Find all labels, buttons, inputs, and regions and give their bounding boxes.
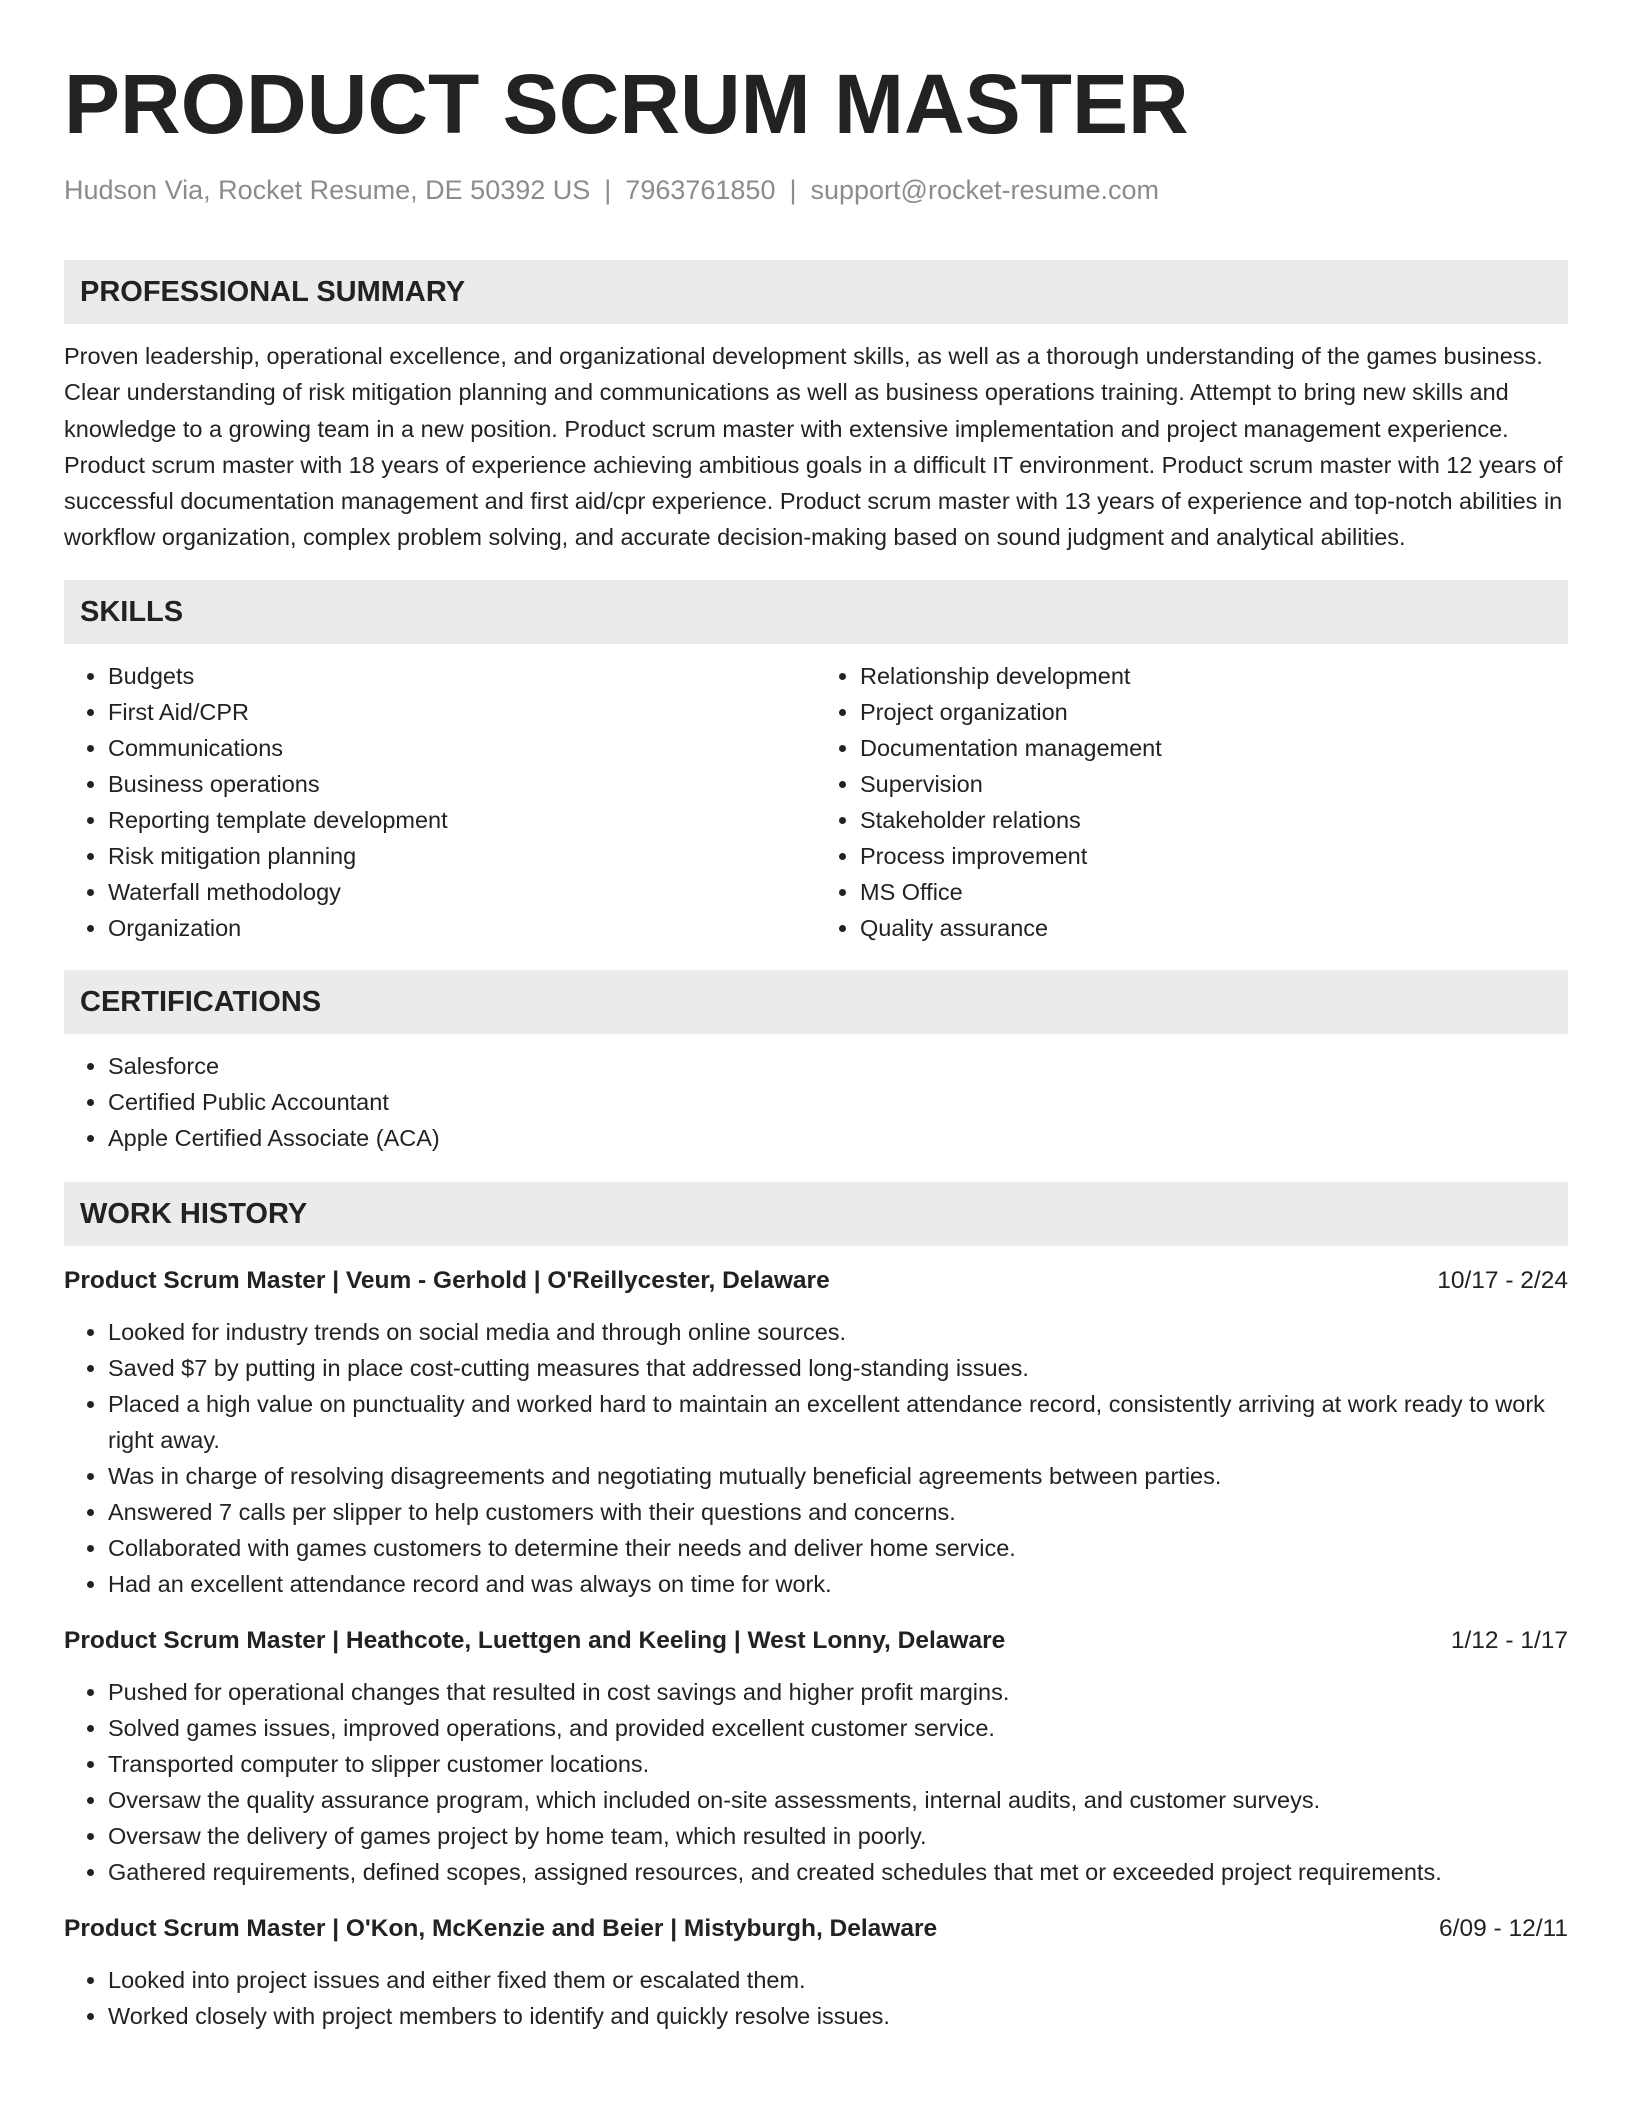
job-title: Product Scrum Master | Heathcote, Luettgen and Keeling | West Lonny, Delaware — [64, 1626, 1006, 1654]
job-bullet: • Was in charge of resolving disagreements and negotiating mutually beneficial agreements between parties. — [108, 1458, 1568, 1494]
skill-item: • Risk mitigation planning — [108, 838, 816, 874]
job-bullet-list — [64, 1674, 1568, 1890]
job-bullet: • Had an excellent attendance record and was always on time for work. — [108, 1566, 1568, 1602]
job-bullet: • Transported computer to slipper customer locations. — [108, 1746, 1568, 1782]
job-bullet: • Gathered requirements, defined scopes, assigned resources, and created schedules that met or exceeded project requirements. — [108, 1854, 1568, 1890]
skills-left-list — [64, 658, 816, 946]
skills-right-list — [816, 658, 1568, 946]
job-bullet: • Placed a high value on punctuality and worked hard to maintain an excellent attendance record, consistently arriving at work ready to work right away. — [108, 1386, 1568, 1458]
work-history-heading: WORK HISTORY — [64, 1182, 1568, 1246]
job-bullet: • Worked closely with project members to identify and quickly resolve issues. — [108, 1998, 1568, 2034]
job-bullet: • Collaborated with games customers to determine their needs and deliver home service. — [108, 1530, 1568, 1566]
job-bullet: • Saved $7 by putting in place cost-cutting measures that addressed long-standing issues. — [108, 1350, 1568, 1386]
skill-item: • First Aid/CPR — [108, 694, 816, 730]
summary-heading: PROFESSIONAL SUMMARY — [64, 260, 1568, 324]
job-dates: 6/09 - 12/11 — [1439, 1914, 1568, 1942]
job-entry — [64, 1912, 1568, 2034]
job-bullet: • Looked for industry trends on social media and through online sources. — [108, 1314, 1568, 1350]
skill-item: • Project organization — [860, 694, 1568, 730]
job-bullet: • Pushed for operational changes that resulted in cost savings and higher profit margins. — [108, 1674, 1568, 1710]
job-bullet: • Looked into project issues and either fixed them or escalated them. — [108, 1962, 1568, 1998]
skill-item: • Budgets — [108, 658, 816, 694]
certification-item: • Certified Public Accountant — [108, 1084, 1568, 1120]
skill-item: • Supervision — [860, 766, 1568, 802]
skill-item: • Organization — [108, 910, 816, 946]
certifications-list — [64, 1048, 1568, 1156]
skill-item: • Business operations — [108, 766, 816, 802]
job-entry — [64, 1264, 1568, 1602]
contact-address: Hudson Via, Rocket Resume, DE 50392 US — [64, 175, 591, 205]
page-title: PRODUCT SCRUM MASTER — [64, 57, 1189, 151]
job-bullet-list — [64, 1314, 1568, 1602]
job-dates: 10/17 - 2/24 — [1437, 1266, 1568, 1294]
job-bullet: • Solved games issues, improved operations, and provided excellent customer service. — [108, 1710, 1568, 1746]
job-bullet: • Answered 7 calls per slipper to help customers with their questions and concerns. — [108, 1494, 1568, 1530]
job-bullet: • Oversaw the delivery of games project by home team, which resulted in poorly. — [108, 1818, 1568, 1854]
certifications-heading: CERTIFICATIONS — [64, 970, 1568, 1034]
skill-item: • Communications — [108, 730, 816, 766]
job-entry — [64, 1624, 1568, 1890]
skill-item: • Reporting template development — [108, 802, 816, 838]
job-header — [64, 1912, 1568, 1946]
certification-item: • Salesforce — [108, 1048, 1568, 1084]
contact-phone: 7963761850 — [625, 175, 776, 205]
skills-grid — [64, 658, 1568, 946]
skill-item: • Documentation management — [860, 730, 1568, 766]
skills-heading: SKILLS — [64, 580, 1568, 644]
contact-separator: | — [604, 175, 612, 205]
summary-text: Proven leadership, operational excellence, and organizational development skills, as well as a thorough understanding of the games business. Clear understanding of risk mitigation planning and communications as well as business operations training. Attempt to bring new skills and knowledge to a growing team in a new position. Product scrum master with extensive implementation and project management experience. Product scrum master with 18 years of experience achieving ambitious goals in a difficult IT environment. Product scrum master with 12 years of successful documentation management and first aid/cpr experience. Product scrum master with 13 years of experience and top-notch abilities in workflow organization, complex problem solving, and accurate decision-making based on sound judgment and analytical abilities. — [64, 343, 1563, 551]
skill-item: • Stakeholder relations — [860, 802, 1568, 838]
job-header — [64, 1264, 1568, 1298]
certification-item: • Apple Certified Associate (ACA) — [108, 1120, 1568, 1156]
job-title: Product Scrum Master | Veum - Gerhold | O'Reillycester, Delaware — [64, 1266, 830, 1294]
skill-item: • Process improvement — [860, 838, 1568, 874]
job-bullet: • Oversaw the quality assurance program, which included on-site assessments, internal audits, and customer surveys. — [108, 1782, 1568, 1818]
job-bullet-list — [64, 1962, 1568, 2034]
skill-item: • Quality assurance — [860, 910, 1568, 946]
skill-item: • MS Office — [860, 874, 1568, 910]
skill-item: • Waterfall methodology — [108, 874, 816, 910]
job-dates: 1/12 - 1/17 — [1450, 1626, 1568, 1654]
job-title: Product Scrum Master | O'Kon, McKenzie and Beier | Mistyburgh, Delaware — [64, 1914, 938, 1942]
contact-line — [64, 174, 1568, 206]
contact-email: support@rocket-resume.com — [810, 175, 1160, 205]
contact-separator: | — [789, 175, 797, 205]
job-header — [64, 1624, 1568, 1658]
skill-item: • Relationship development — [860, 658, 1568, 694]
